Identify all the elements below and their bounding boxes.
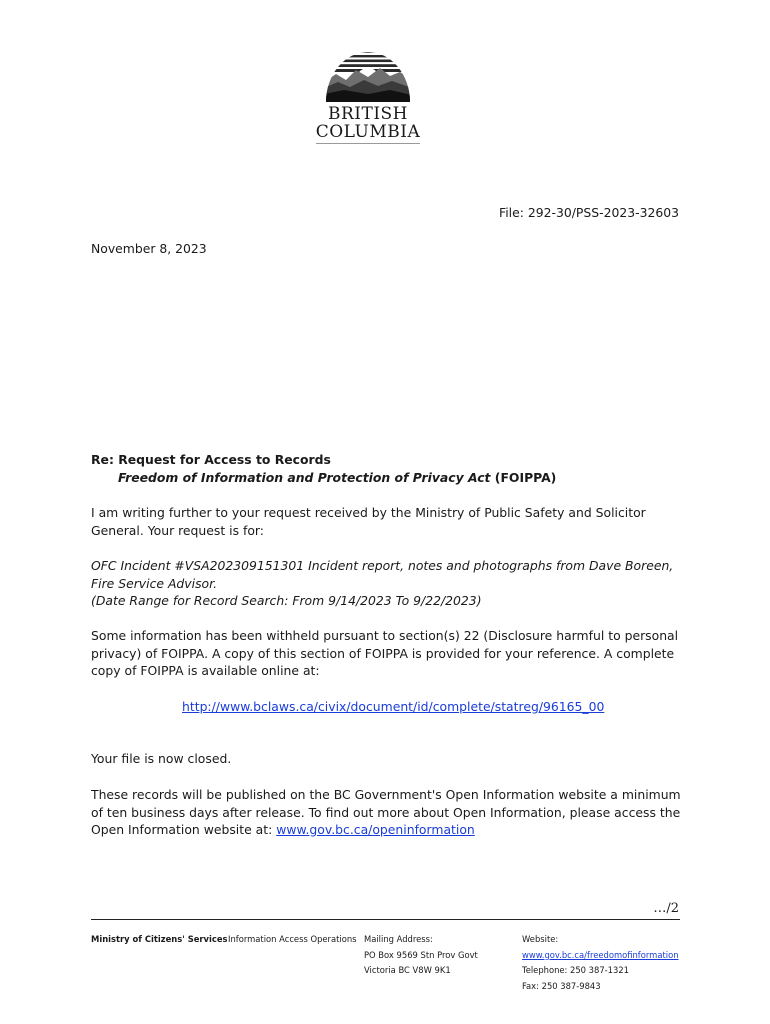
footer-contact: [522, 932, 679, 994]
logo-text-british: BRITISH: [327, 104, 409, 124]
logo-text-columbia: COLUMBIA: [315, 122, 421, 142]
website-link[interactable]: www.gov.bc.ca/freedomofinformation: [522, 949, 679, 960]
file-reference: File: 292-30/PSS-2023-32603: [498, 205, 679, 220]
open-information-link[interactable]: www.gov.bc.ca/openinformation: [276, 822, 475, 837]
logo-divider: [316, 143, 420, 144]
withholding-paragraph: Some information has been withheld pursuant to section(s) 22 (Disclosure harmful to personal privacy) of FOIPPA. A copy of this section of FOIPPA is provided for your reference. A complete copy of FOIPPA is available online at:: [91, 628, 679, 678]
foippa-link[interactable]: http://www.bclaws.ca/civix/document/id/complete/statreg/96165_00: [182, 699, 605, 714]
intro-paragraph: I am writing further to your request received by the Ministry of Public Safety and Solicitor General. Your request is for:: [91, 505, 646, 538]
bc-sunset-mountains-icon: [324, 44, 412, 104]
request-date-range: (Date Range for Record Search: From 9/14/2023 To 9/22/2023): [91, 593, 482, 608]
footer-mailing-address: [364, 932, 478, 979]
request-description: [91, 557, 691, 610]
bc-government-logo: [310, 44, 426, 148]
website-label: Website:: [522, 934, 559, 944]
open-information-text: These records will be published on the BC Government's Open Information website a minimum of ten business days after release. To find out more about Open Information, please access the Open Information website at:: [91, 787, 681, 837]
page-continuation-marker: …/2: [653, 901, 679, 916]
telephone: Telephone: 250 387-1321: [522, 965, 629, 975]
mailing-line-2: Victoria BC V8W 9K1: [364, 965, 451, 975]
fax: Fax: 250 387-9843: [522, 980, 601, 991]
open-information-paragraph: [91, 786, 691, 839]
act-abbreviation: (FOIPPA): [490, 470, 557, 485]
subject-act-line: [118, 469, 556, 487]
request-text: OFC Incident #VSA202309151301 Incident report, notes and photographs from Dave Boreen, Fire Service Advisor.: [91, 558, 674, 591]
footer-divider: [91, 919, 680, 920]
letter-date: November 8, 2023: [91, 241, 207, 256]
closure-paragraph: Your file is now closed.: [91, 751, 232, 766]
mailing-line-1: PO Box 9569 Stn Prov Govt: [364, 949, 478, 960]
subject-line: Re: Request for Access to Records: [91, 452, 331, 467]
act-title: Freedom of Information and Protection of Privacy Act: [118, 470, 491, 485]
mailing-label: Mailing Address:: [364, 934, 433, 944]
footer-ministry: Ministry of Citizens' Services: [91, 934, 228, 944]
footer-office: Information Access Operations: [228, 934, 357, 944]
